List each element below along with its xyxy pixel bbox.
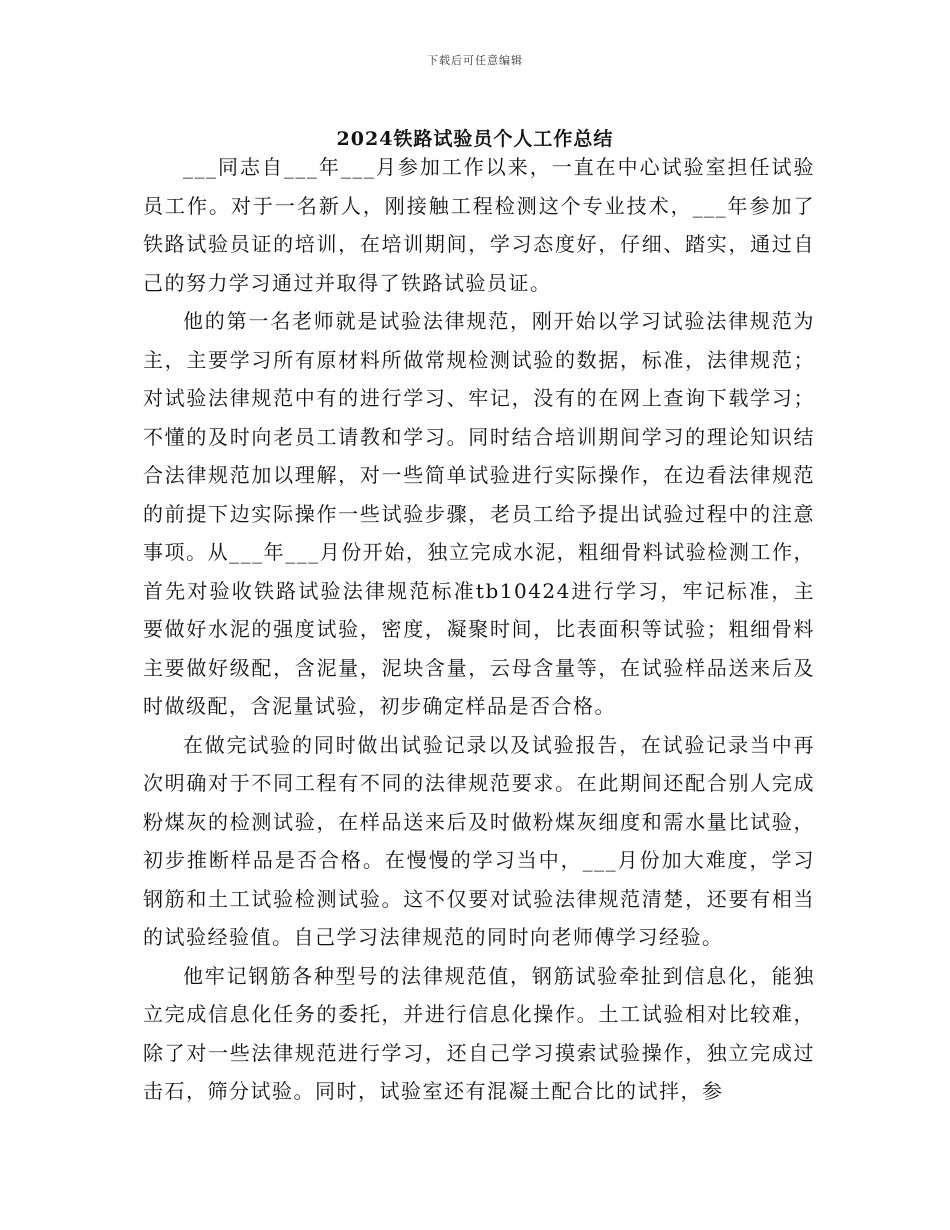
paragraph-1: ___同志自___年___月参加工作以来，一直在中心试验室担任试验员工作。对于一名新人，刚接触工程检测这个专业技术，___年参加了铁路试验员证的培训，在培训期间，学习态度好，仔细、踏实，通过自己的努力学习通过并取得了铁路试验员证。 <box>143 155 815 295</box>
page-header-note: 下载后可任意编辑 <box>427 54 523 67</box>
document-body <box>143 148 815 1111</box>
paragraph-2: 他的第一名老师就是试验法律规范，刚开始以学习试验法律规范为主，主要学习所有原材料所做常规检测试验的数据，标准，法律规范；对试验法律规范中有的进行学习、牢记，没有的在网上查询下载学习；不懂的及时向老员工请教和学习。同时结合培训期间学习的理论知识结合法律规范加以理解，对一些简单试验进行实际操作，在边看法律规范的前提下边实际操作一些试验步骤，老员工给予提出试验过程中的注意事项。从___年___月份开始，独立完成水泥，粗细骨料试验检测工作，首先对验收铁路试验法律规范标准tb10424进行学习，牢记标准，主要做好水泥的强度试验，密度，凝聚时间，比表面积等试验；粗细骨料主要做好级配，含泥量，泥块含量，云母含量等，在试验样品送来后及时做级配，含泥量试验，初步确定样品是否合格。 <box>143 309 815 718</box>
paragraph-3: 在做完试验的同时做出试验记录以及试验报告，在试验记录当中再次明确对于不同工程有不同的法律规范要求。在此期间还配合别人完成粉煤灰的检测试验，在样品送来后及时做粉煤灰细度和需水量比试验，初步推断样品是否合格。在慢慢的学习当中，___月份加大难度，学习钢筋和土工试验检测试验。这不仅要对试验法律规范清楚，还要有相当的试验经验值。自己学习法律规范的同时向老师傅学习经验。 <box>143 732 815 949</box>
document-title: 2024铁路试验员个人工作总结 <box>336 128 614 150</box>
paragraph-4: 他牢记钢筋各种型号的法律规范值，钢筋试验牵扯到信息化，能独立完成信息化任务的委托，并进行信息化操作。土工试验相对比较难，除了对一些法律规范进行学习，还自己学习摸索试验操作，独立完成过击石，筛分试验。同时，试验室还有混凝土配合比的试拌，参 <box>143 963 815 1103</box>
